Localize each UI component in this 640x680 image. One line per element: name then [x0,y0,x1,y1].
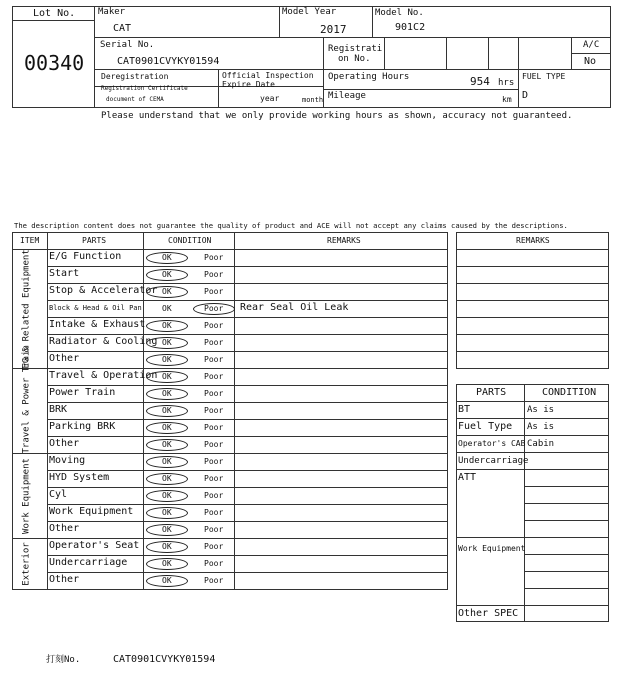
poor-option[interactable]: Poor [204,559,224,568]
model-no-value: 901C2 [395,22,426,33]
part-name: Parking BRK [49,421,116,432]
undercarriage-label: Undercarriage [458,456,529,466]
selected-condition-circle [146,558,188,570]
col-item-header: ITEM [20,236,40,245]
selected-condition-circle [146,575,188,587]
ok-option[interactable]: OK [162,338,172,347]
ok-option[interactable]: OK [162,270,172,279]
model-year-value: 2017 [320,23,347,36]
fuel-type-label: FUEL TYPE [522,72,566,81]
condition-header: CONDITION [542,387,597,398]
col-condition-header: CONDITION [168,236,212,245]
poor-option[interactable]: Poor [204,525,224,534]
poor-option[interactable]: Poor [204,304,224,313]
group-label: EG & Related Equipment [21,248,32,368]
ok-option[interactable]: OK [162,321,172,330]
poor-option[interactable]: Poor [204,508,224,517]
spec-part: Operator's CAB [458,439,526,448]
spec-part: BT [458,404,471,415]
cema-label: document of CEMA [106,96,164,103]
selected-condition-circle [146,541,188,553]
ok-option[interactable]: OK [162,372,172,381]
ok-option[interactable]: OK [162,253,172,262]
km-label: km [502,95,512,104]
ok-option[interactable]: OK [162,287,172,296]
selected-condition-circle [146,286,188,298]
ac-label: A/C [583,40,600,50]
lot-value: 00340 [24,51,85,75]
poor-option[interactable]: Poor [204,474,224,483]
ok-option[interactable]: OK [162,491,172,500]
poor-option[interactable]: Poor [204,270,224,279]
ac-value: No [584,56,597,67]
part-name: Stop & Accelerator [49,285,158,296]
part-name: Operator's Seat [49,540,140,551]
group-label: Work Equipment [21,457,32,534]
selected-condition-circle [146,252,188,264]
part-name: Other [49,353,80,364]
selected-condition-circle [146,388,188,400]
footer-value: CAT0901CVYKY01594 [113,654,216,665]
ok-option[interactable]: OK [162,423,172,432]
selected-condition-circle [146,507,188,519]
operating-hours-value: 954 [470,75,490,88]
mileage-label: Mileage [328,91,366,101]
ok-option[interactable]: OK [162,576,172,585]
col-parts-header: PARTS [82,236,107,245]
ok-option[interactable]: OK [162,474,172,483]
registration-label-2: on No. [338,54,371,64]
selected-condition-circle [146,371,188,383]
parts-header: PARTS [476,387,507,398]
maker-label: Maker [98,7,126,17]
part-name: Undercarriage [49,557,128,568]
reg-cert-label: Registration Certificate [101,85,188,92]
selected-condition-circle [146,422,188,434]
poor-option[interactable]: Poor [204,253,224,262]
maker-value: CAT [113,23,132,34]
deregistration-label: Deregistration [101,72,169,81]
spec-condition: Cabin [527,439,555,449]
group-label: Exterior [21,541,32,586]
ok-option[interactable]: OK [162,355,172,364]
selected-condition-circle [146,524,188,536]
inspection-label-1: Official Inspection [222,71,314,80]
poor-option[interactable]: Poor [204,355,224,364]
poor-option[interactable]: Poor [204,440,224,449]
selected-condition-circle [146,269,188,281]
part-name: Other [49,574,80,585]
operating-hours-label: Operating Hours [328,72,410,82]
poor-option[interactable]: Poor [204,406,224,415]
poor-option[interactable]: Poor [204,457,224,466]
selected-condition-circle [193,303,235,315]
part-name: Block & Head & Oil Pan [49,304,142,312]
poor-option[interactable]: Poor [204,423,224,432]
spec-part: Fuel Type [458,421,513,432]
ok-option[interactable]: OK [162,457,172,466]
part-name: Radiator & Cooling [49,336,158,347]
poor-option[interactable]: Poor [204,287,224,296]
group-label: Travel & Power Train [21,344,32,453]
selected-condition-circle [146,439,188,451]
poor-option[interactable]: Poor [204,576,224,585]
footer-label: 打刻No. [46,655,81,665]
ok-option[interactable]: OK [162,304,172,313]
selected-condition-circle [146,337,188,349]
poor-option[interactable]: Poor [204,491,224,500]
ok-option[interactable]: OK [162,559,172,568]
ok-option[interactable]: OK [162,440,172,449]
poor-option[interactable]: Poor [204,338,224,347]
part-name: Start [49,268,80,279]
poor-option[interactable]: Poor [204,321,224,330]
remarks-header: REMARKS [516,236,550,245]
part-name: Moving [49,455,86,466]
hours-notice: Please understand that we only provide working hours as shown, accuracy not guaranteed. [101,111,573,121]
year-label: year [260,94,280,103]
part-name: Cyl [49,489,68,500]
ok-option[interactable]: OK [162,542,172,551]
serial-label: Serial No. [100,40,155,50]
col-remarks-header: REMARKS [327,236,361,245]
ok-option[interactable]: OK [162,389,172,398]
part-name: Intake & Exhaust [49,319,146,330]
part-name: Power Train [49,387,116,398]
month-label: month [302,96,324,104]
work-equipment-label: Work Equipment [458,544,526,553]
selected-condition-circle [146,473,188,485]
ok-option[interactable]: OK [162,508,172,517]
selected-condition-circle [146,354,188,366]
selected-condition-circle [146,405,188,417]
model-no-label: Model No. [375,8,424,18]
registration-label-1: Registrati [328,44,383,54]
hrs-label: hrs [498,78,515,88]
spec-condition: As is [527,422,555,432]
lot-label: Lot No. [33,8,76,19]
poor-option[interactable]: Poor [204,389,224,398]
other-spec-label: Other SPEC [458,608,519,619]
part-name: Travel & Operation [49,370,158,381]
part-name: Other [49,438,80,449]
part-name: HYD System [49,472,110,483]
selected-condition-circle [146,456,188,468]
model-year-label: Model Year [282,7,337,17]
disclaimer: The description content does not guarantee the quality of product and ACE will not accept any claims caused by the descriptions. [14,221,568,230]
part-name: Work Equipment [49,506,134,517]
fuel-type-value: D [522,90,529,101]
selected-condition-circle [146,490,188,502]
ok-option[interactable]: OK [162,525,172,534]
att-label: ATT [458,472,477,483]
spec-condition: As is [527,405,555,415]
inspection-label-2: Expire Date [222,80,275,89]
selected-condition-circle [146,320,188,332]
part-name: BRK [49,404,68,415]
serial-value: CAT0901CVYKY01594 [117,56,220,67]
ok-option[interactable]: OK [162,406,172,415]
remark-text: Rear Seal Oil Leak [240,302,349,313]
part-name: E/G Function [49,251,122,262]
poor-option[interactable]: Poor [204,542,224,551]
poor-option[interactable]: Poor [204,372,224,381]
part-name: Other [49,523,80,534]
